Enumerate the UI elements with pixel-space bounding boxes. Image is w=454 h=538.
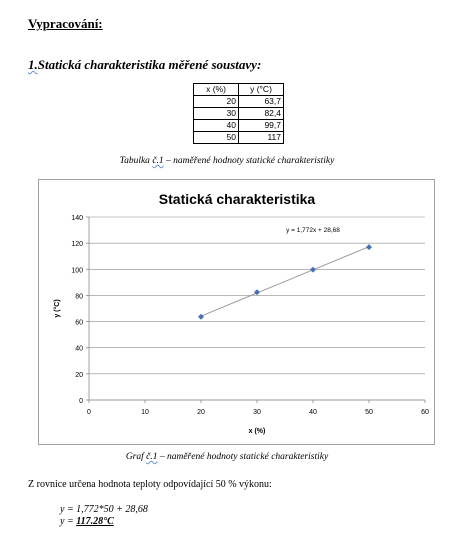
equation-2	[60, 516, 114, 527]
table-row	[194, 96, 284, 108]
x-axis-label: x (%)	[248, 428, 266, 435]
equation-1: y = 1,772*50 + 28,68	[60, 504, 148, 515]
graph-caption-number: č.1	[146, 452, 158, 462]
chart-title: Statická charakteristika	[158, 191, 316, 207]
cell-y: 63,7	[239, 96, 284, 108]
data-point	[366, 244, 372, 250]
table-caption-number: č.1	[152, 156, 164, 166]
x-tick-label: 60	[421, 409, 429, 416]
cell-x: 40	[194, 120, 239, 132]
section-number: 1.	[28, 57, 38, 72]
section-title	[28, 57, 261, 73]
x-tick-label: 0	[87, 409, 91, 416]
x-tick-label: 30	[253, 409, 261, 416]
cell-x: 20	[194, 96, 239, 108]
data-table	[193, 83, 284, 144]
y-tick-label: 0	[79, 398, 83, 405]
cell-x: 50	[194, 132, 239, 144]
result-text: Z rovnice určena hodnota teploty odpovídající 50 % výkonu:	[28, 479, 272, 490]
header-x: x (%)	[194, 84, 239, 96]
section-title-text: Statická charakteristika měřené soustavy:	[37, 57, 262, 72]
x-tick-label: 20	[197, 409, 205, 416]
table-caption	[0, 156, 454, 166]
table-caption-text: – naměřené hodnoty statické charakteristiky	[163, 156, 335, 166]
graph-caption	[0, 452, 454, 462]
y-tick-label: 140	[71, 215, 83, 222]
trendline	[201, 247, 369, 316]
x-tick-label: 10	[141, 409, 149, 416]
cell-y: 99,7	[239, 120, 284, 132]
y-tick-label: 40	[75, 345, 83, 353]
y-tick-label: 120	[71, 241, 83, 249]
equation-2-prefix: y =	[60, 516, 77, 527]
y-tick-label: 80	[75, 293, 83, 301]
header-y: y (°C)	[239, 84, 284, 96]
chart	[38, 179, 435, 445]
y-tick-label: 60	[75, 319, 83, 327]
y-tick-label: 20	[75, 371, 83, 379]
data-point	[310, 267, 316, 273]
cell-y: 82,4	[239, 108, 284, 120]
x-tick-label: 40	[309, 409, 317, 416]
x-tick-label: 50	[365, 409, 373, 416]
graph-caption-text: – naměřené hodnoty statické charakteristiky	[157, 452, 329, 462]
table-row	[194, 132, 284, 144]
graph-caption-prefix: Graf	[125, 452, 144, 462]
heading: Vypracování:	[28, 16, 103, 31]
data-point	[198, 314, 204, 320]
cell-y: 117	[239, 132, 284, 144]
equation-2-value: 117.28°C	[76, 516, 114, 527]
cell-x: 30	[194, 108, 239, 120]
y-axis-label: y (°C)	[54, 299, 61, 318]
y-tick-label: 100	[71, 267, 83, 275]
table-row	[194, 120, 284, 132]
table-caption-prefix: Tabulka	[119, 156, 150, 166]
trendline-label: y = 1,772x + 28,68	[286, 227, 340, 235]
table-header-row	[194, 84, 284, 96]
chart-svg	[39, 180, 436, 446]
table-row	[194, 108, 284, 120]
